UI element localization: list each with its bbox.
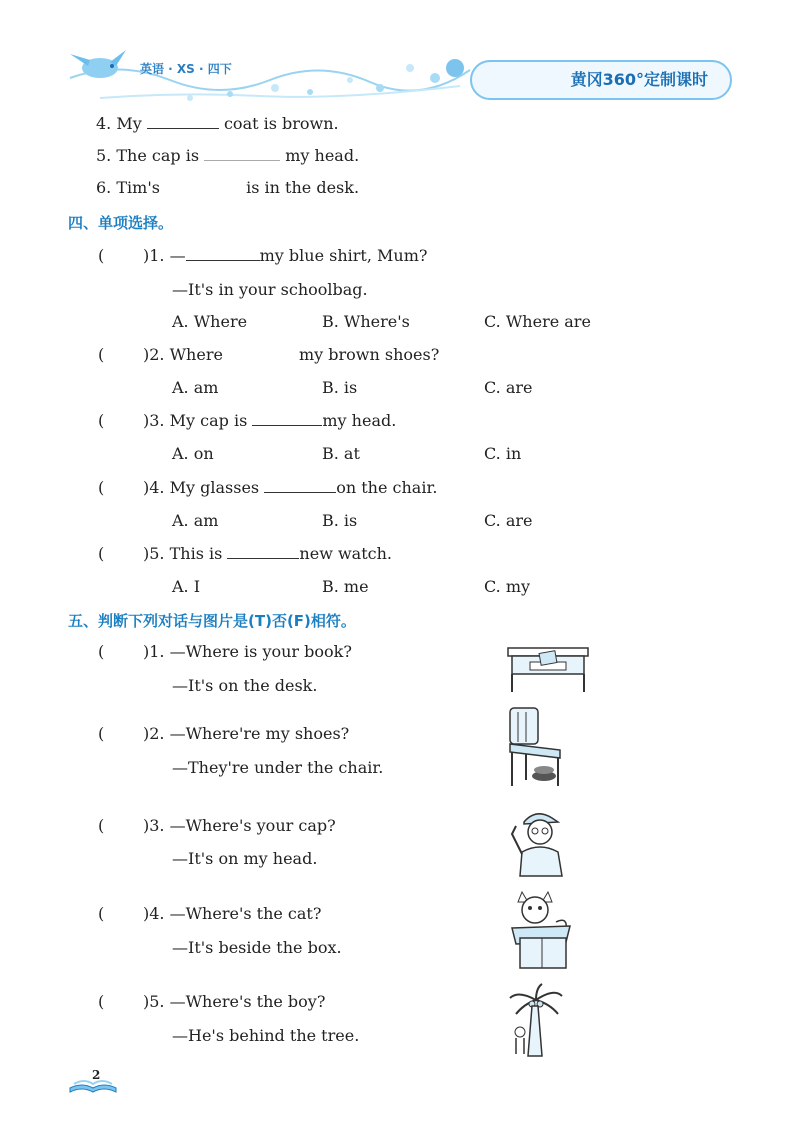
option-b[interactable]: B. is <box>322 378 358 397</box>
option-c[interactable]: C. in <box>484 444 522 463</box>
option-c[interactable]: C. Where are <box>484 312 591 331</box>
answer-paren[interactable]: ( <box>98 642 105 661</box>
dialog-2-answer: —They're under the chair. <box>172 758 384 777</box>
question-1: )1. — my blue shirt, Mum? <box>143 246 428 265</box>
option-b[interactable]: B. Where's <box>322 312 410 331</box>
dialog-5-question: )5. —Where's the boy? <box>143 992 326 1011</box>
answer-blank[interactable] <box>252 411 322 426</box>
answer-paren[interactable]: ( <box>98 992 105 1011</box>
question-1-answer-line: —It's in your schoolbag. <box>172 280 368 299</box>
option-c[interactable]: C. my <box>484 577 531 596</box>
dialog-1-answer: —It's on the desk. <box>172 676 318 695</box>
dialog-3-question: )3. —Where's your cap? <box>143 816 336 835</box>
option-a[interactable]: A. on <box>172 444 214 463</box>
boy-behind-tree-icon <box>506 982 566 1058</box>
option-b[interactable]: B. at <box>322 444 360 463</box>
answer-blank[interactable] <box>227 544 299 559</box>
option-a[interactable]: A. I <box>172 577 201 596</box>
dialog-2-question: )2. —Where're my shoes? <box>143 724 350 743</box>
fill-item-4: 4. My coat is brown. <box>96 114 339 133</box>
question-2: )2. Where my brown shoes? <box>143 345 440 364</box>
option-c[interactable]: C. are <box>484 511 533 530</box>
dialog-4-answer: —It's beside the box. <box>172 938 342 957</box>
option-a[interactable]: A. am <box>172 511 219 530</box>
desk-with-book-icon <box>506 642 590 694</box>
answer-paren[interactable]: ( <box>98 345 105 364</box>
question-3: )3. My cap is my head. <box>143 411 397 430</box>
fill-item-5: 5. The cap is my head. <box>96 146 360 165</box>
cat-in-box-icon <box>506 886 576 972</box>
dialog-5-answer: —He's behind the tree. <box>172 1026 360 1045</box>
answer-paren[interactable]: ( <box>98 246 105 265</box>
answer-blank[interactable] <box>223 346 299 360</box>
option-c[interactable]: C. are <box>484 378 533 397</box>
dialog-3-answer: —It's on my head. <box>172 849 318 868</box>
header-decoration <box>60 40 480 110</box>
boy-with-cap-icon <box>506 804 570 878</box>
option-a[interactable]: A. am <box>172 378 219 397</box>
section-4-title: 四、单项选择。 <box>68 214 174 232</box>
answer-blank[interactable] <box>186 246 260 261</box>
dialog-1-question: )1. —Where is your book? <box>143 642 352 661</box>
brand-pill <box>470 60 732 100</box>
answer-paren[interactable]: ( <box>98 816 105 835</box>
option-b[interactable]: B. me <box>322 577 369 596</box>
question-4: )4. My glasses on the chair. <box>143 478 438 497</box>
header-tag: 英语 · XS · 四下 <box>140 62 232 76</box>
fill-item-6: 6. Tim's is in the desk. <box>96 178 360 197</box>
answer-blank[interactable] <box>165 179 241 193</box>
answer-blank[interactable] <box>147 114 219 129</box>
dialog-4-question: )4. —Where's the cat? <box>143 904 322 923</box>
answer-paren[interactable]: ( <box>98 411 105 430</box>
answer-paren[interactable]: ( <box>98 724 105 743</box>
question-5: )5. This is new watch. <box>143 544 392 563</box>
answer-blank[interactable] <box>264 478 336 493</box>
chair-with-shoes-icon <box>504 706 568 788</box>
answer-paren[interactable]: ( <box>98 544 105 563</box>
page-number: 2 <box>92 1068 101 1082</box>
option-b[interactable]: B. is <box>322 511 358 530</box>
answer-paren[interactable]: ( <box>98 478 105 497</box>
answer-blank[interactable] <box>204 146 280 161</box>
answer-paren[interactable]: ( <box>98 904 105 923</box>
section-5-title: 五、判断下列对话与图片是(T)否(F)相符。 <box>68 612 356 630</box>
option-a[interactable]: A. Where <box>172 312 248 331</box>
bird-logo-icon <box>70 50 126 78</box>
brand-title: 黄冈360°定制课时 <box>570 70 708 89</box>
